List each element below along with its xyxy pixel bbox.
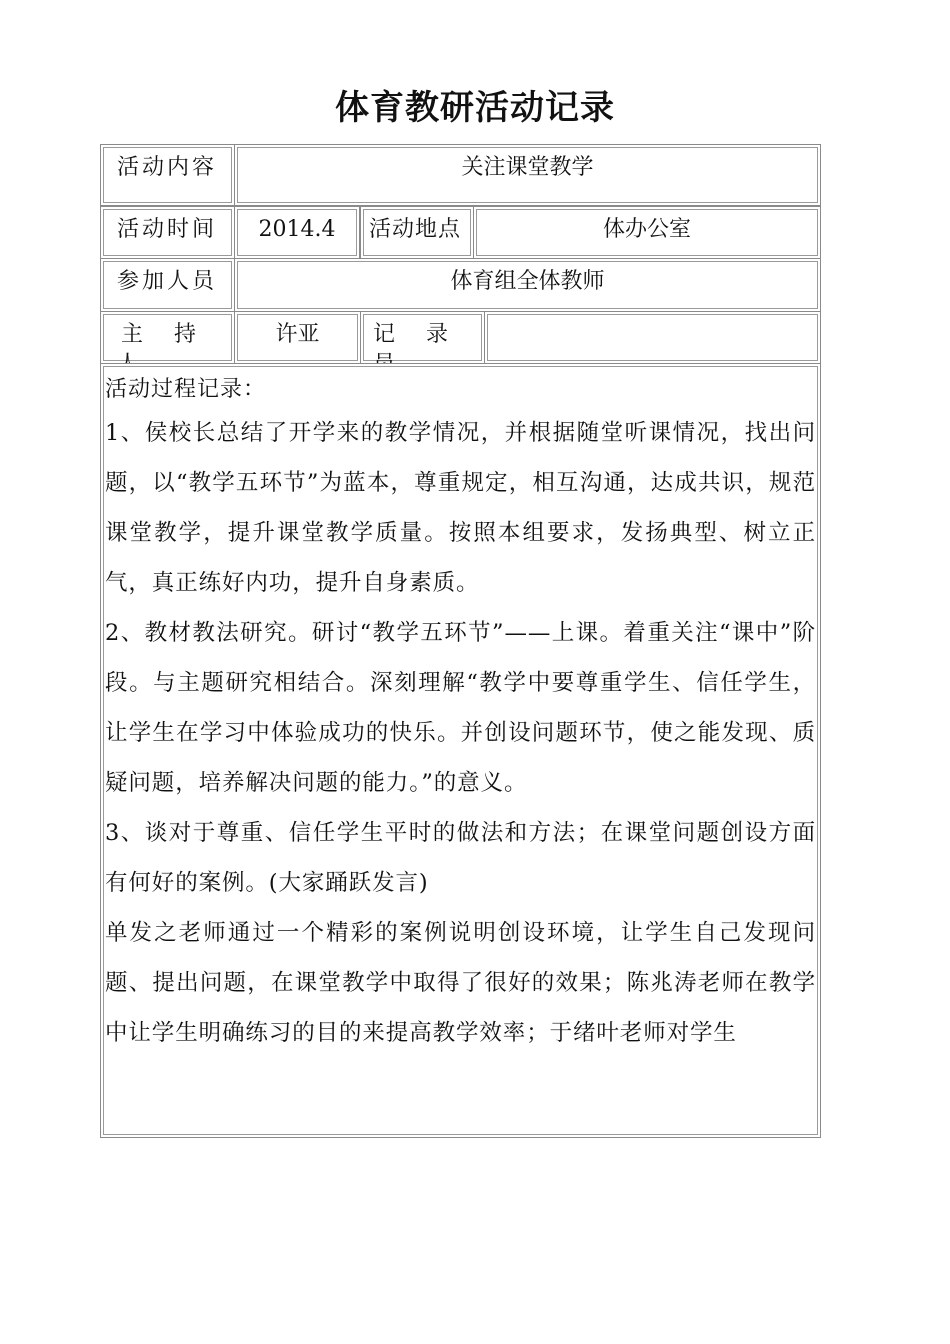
recorder-value	[484, 311, 821, 364]
content-label-text: 活动内容	[117, 155, 218, 180]
place-value	[473, 206, 821, 259]
host-label	[100, 311, 235, 364]
content-label	[100, 144, 235, 206]
host-value	[234, 311, 361, 364]
time-label	[100, 206, 235, 259]
host-value-text: 许亚	[275, 322, 320, 347]
host-label-text: 主 持	[121, 322, 208, 347]
time-label-text: 活动时间	[117, 217, 218, 242]
process-paragraph: 1、侯校长总结了开学来的教学情况，并根据随堂听课情况，找出问题，以“教学五环节”为蓝本，尊重规定，相互沟通，达成共识，规范课堂教学，提升课堂教学质量。按照本组要求，发扬典型、树立正气，真正练好内功，提升自身素质。	[105, 420, 816, 596]
process-paragraph: 单发之老师通过一个精彩的案例说明创设环境，让学生自己发现问题、提出问题，在课堂教学中取得了很好的效果；陈兆涛老师在教学中让学生明确练习的目的来提高教学效率；于绪叶老师对学生	[105, 920, 816, 1046]
page-title: 体育教研活动记录	[335, 88, 615, 128]
recorder-label-text: 记 录	[373, 322, 460, 347]
process-heading: 活动过程记录：	[105, 377, 267, 402]
content-value-text: 关注课堂教学	[461, 155, 594, 180]
process-paragraph: 3、谈对于尊重、信任学生平时的做法和方法；在课堂问题创设方面有何好的案例。(大家踊跃发言)	[105, 820, 816, 896]
time-value	[234, 206, 360, 259]
place-label	[360, 206, 474, 259]
process-record	[100, 363, 821, 1138]
place-value-text: 体办公室	[602, 217, 691, 242]
participants-label	[100, 258, 235, 312]
process-paragraph: 2、教材教法研究。研讨“教学五环节”——上课。着重关注“课中”阶段。与主题研究相结合。深刻理解“教学中要尊重学生、信任学生，让学生在学习中体验成功的快乐。并创设问题环节，使之能发现、质疑问题，培养解决问题的能力。”的意义。	[105, 620, 816, 796]
time-value-text: 2014.4	[258, 217, 336, 242]
content-value	[234, 144, 821, 206]
place-label-text: 活动地点	[369, 217, 462, 242]
participants-value	[234, 258, 821, 312]
participants-label-text: 参加人员	[117, 269, 218, 294]
participants-value-text: 体育组全体教师	[450, 269, 605, 294]
recorder-label	[360, 311, 485, 364]
